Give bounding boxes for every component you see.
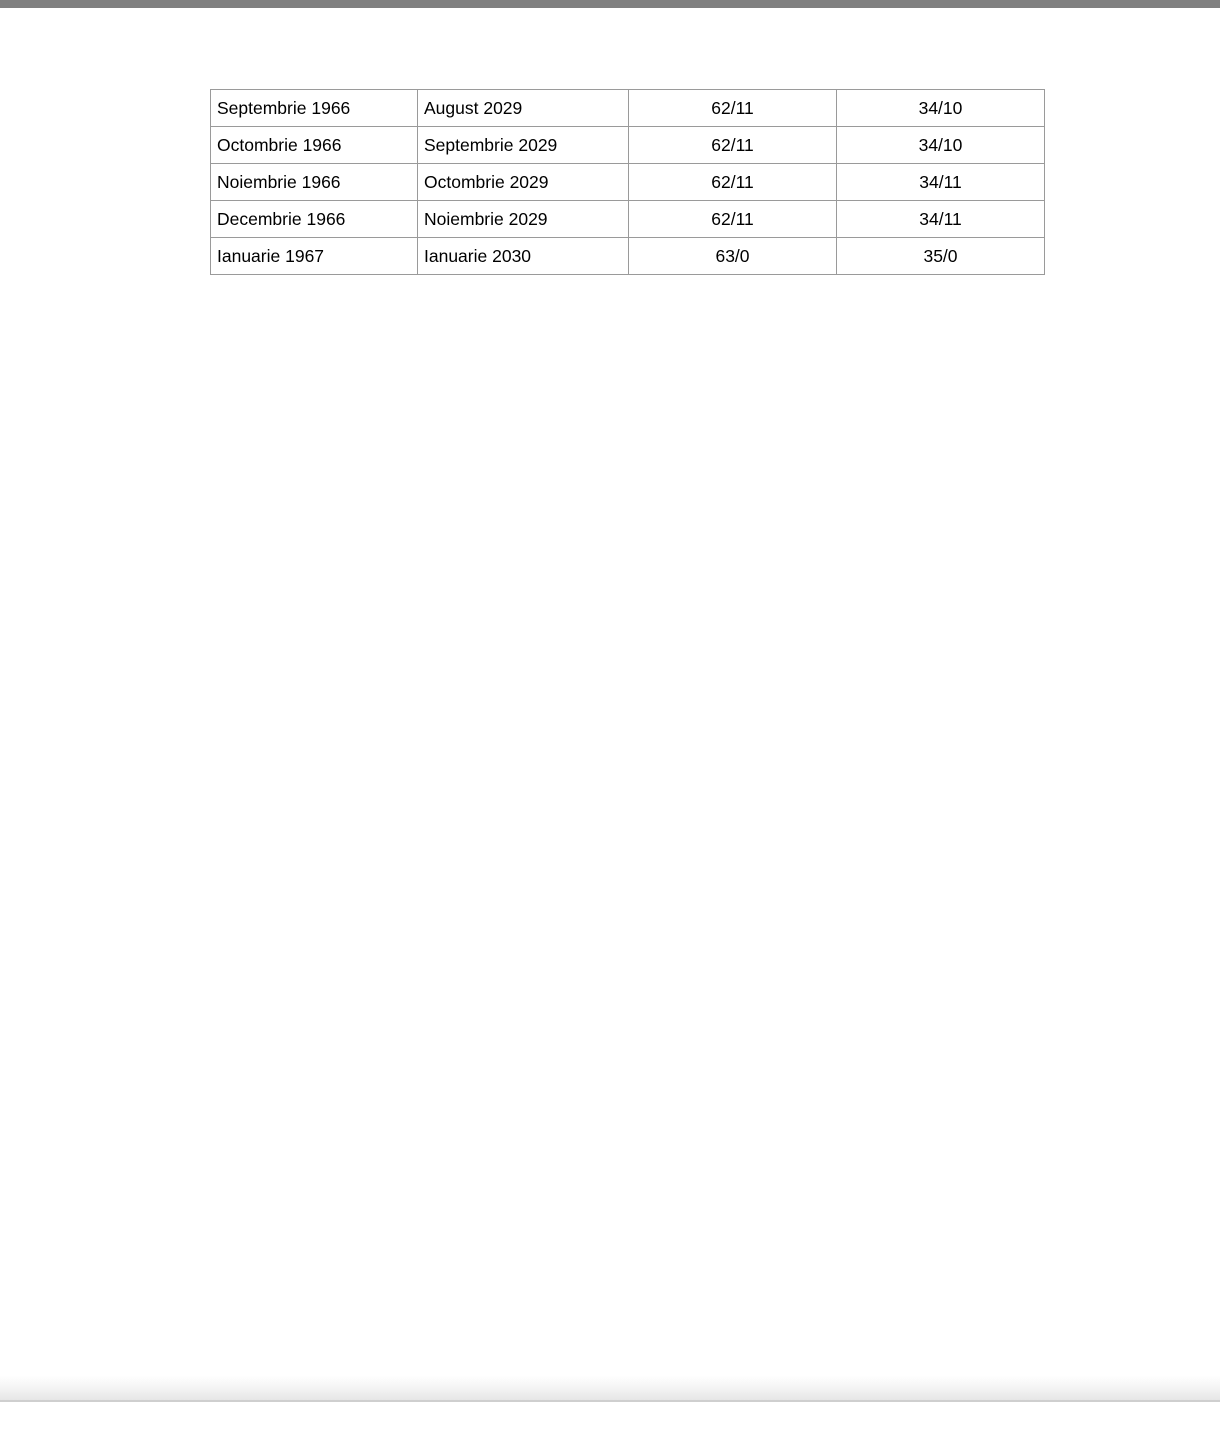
cell-period-end: Septembrie 2029 <box>418 127 629 164</box>
cell-period-start: Ianuarie 1967 <box>211 238 418 275</box>
document-page <box>22 8 1198 1376</box>
cell-value-1: 62/11 <box>629 164 837 201</box>
cell-value-2: 34/10 <box>837 127 1045 164</box>
cell-period-end: August 2029 <box>418 90 629 127</box>
cell-value-2: 34/11 <box>837 201 1045 238</box>
cell-period-end: Noiembrie 2029 <box>418 201 629 238</box>
window-top-bar <box>0 0 1220 8</box>
cell-period-end: Ianuarie 2030 <box>418 238 629 275</box>
table-body <box>211 90 1045 275</box>
table-row <box>211 90 1045 127</box>
cell-period-start: Noiembrie 1966 <box>211 164 418 201</box>
cell-period-start: Octombrie 1966 <box>211 127 418 164</box>
table-row <box>211 238 1045 275</box>
table-row <box>211 127 1045 164</box>
cell-value-2: 34/10 <box>837 90 1045 127</box>
cell-period-start: Septembrie 1966 <box>211 90 418 127</box>
table-row <box>211 164 1045 201</box>
page-bottom-shadow <box>0 1376 1220 1400</box>
cell-period-start: Decembrie 1966 <box>211 201 418 238</box>
cell-value-1: 62/11 <box>629 90 837 127</box>
cell-value-1: 63/0 <box>629 238 837 275</box>
cell-value-2: 35/0 <box>837 238 1045 275</box>
cell-value-1: 62/11 <box>629 201 837 238</box>
table-row <box>211 201 1045 238</box>
cell-value-1: 62/11 <box>629 127 837 164</box>
cell-value-2: 34/11 <box>837 164 1045 201</box>
next-page-preview <box>0 1402 1220 1440</box>
data-table <box>210 89 1045 275</box>
cell-period-end: Octombrie 2029 <box>418 164 629 201</box>
